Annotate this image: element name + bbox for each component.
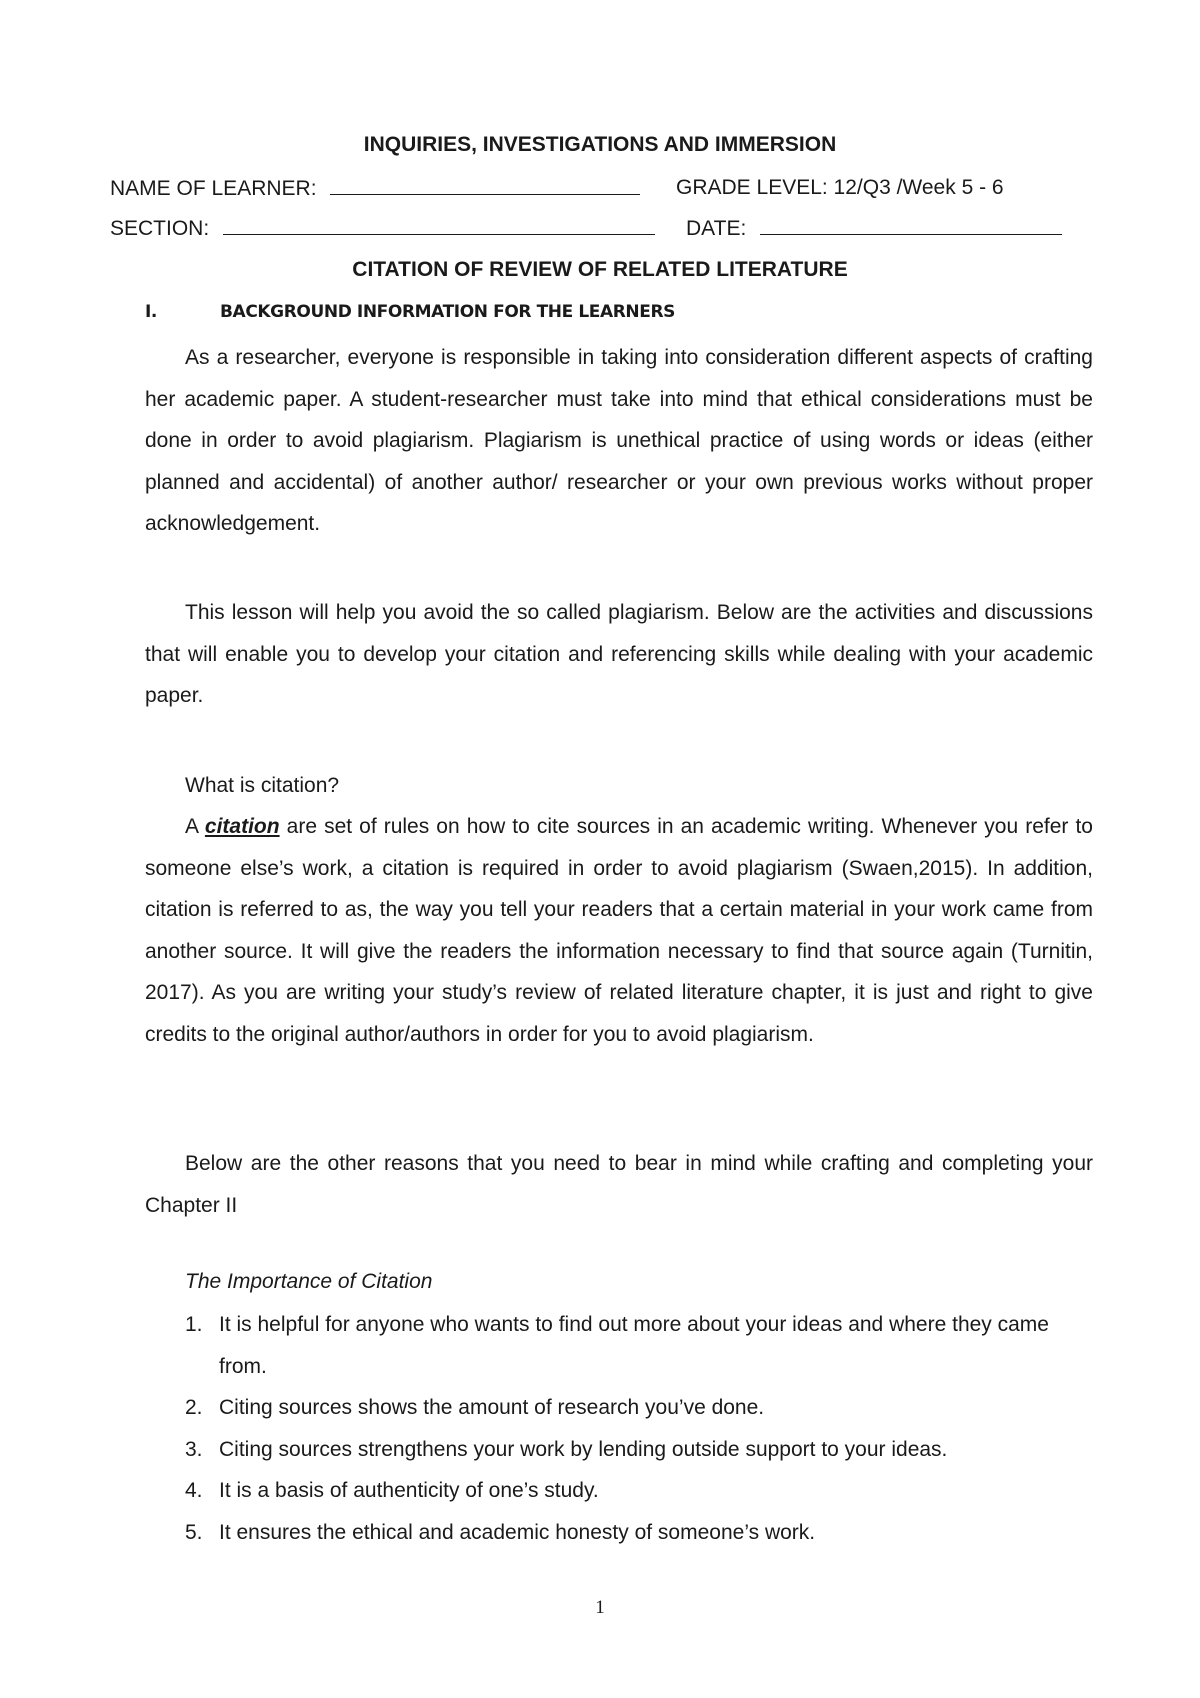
list-item-text: It is helpful for anyone who wants to find out more about your ideas and where they came from. [219,1313,1049,1378]
citation-term: citation [204,815,280,838]
importance-list [145,1304,1093,1553]
section-label: SECTION: [110,217,210,240]
paragraph-citation-article: A [185,815,198,838]
date-blank[interactable] [760,216,1062,235]
list-item [145,1512,1093,1554]
list-item [145,1470,1093,1512]
paragraph-citation-text: are set of rules on how to cite sources in an academic writing. Whenever you refer to someone else’s work, a citation is required in order to avoid plagiarism (Swaen,2015). In addition, citation is referred to as, the way you tell your readers that a certain material in your work came from another source. It will give the readers the information necessary to find that source again (Turnitin, 2017). As you are writing your study’s review of related literature chapter, it is just and right to give credits to the original author/authors in order for you to avoid plagiarism. [145,815,1093,1046]
name-of-learner-row [110,176,640,201]
paragraph-plagiarism [145,337,1093,545]
date-label: DATE: [686,217,747,240]
paragraph-reasons-text: Below are the other reasons that you need to bear in mind while crafting and completing your Chapter II [145,1152,1093,1217]
name-of-learner-label: NAME OF LEARNER: [110,177,317,200]
list-item-text: Citing sources shows the amount of research you’ve done. [219,1396,765,1419]
list-item-number: 4. [185,1479,203,1502]
list-item-number: 1. [185,1313,203,1336]
list-item-number: 5. [185,1520,203,1544]
date-row [686,216,1062,241]
paragraph-plagiarism-text: As a researcher, everyone is responsible in taking into consideration different aspects of crafting her academic paper. A student-researcher must take into mind that ethical considerations must be done in order to avoid plagiarism. Plagiarism is unethical practice of using words or ideas (either planned and accidental) of another author/ researcher or your own previous works without proper acknowledgement. [145,346,1093,535]
importance-heading: The Importance of Citation [185,1270,433,1293]
list-item-number: 3. [185,1437,203,1461]
list-item [145,1387,1093,1429]
section-number: I. [145,302,157,322]
section-blank[interactable] [223,216,655,235]
paragraph-reasons [145,1143,1093,1226]
list-item-number: 2. [185,1396,203,1419]
worksheet-title: INQUIRIES, INVESTIGATIONS AND IMMERSION [363,133,837,156]
page-number: 1 [595,1597,605,1618]
question-text: What is citation? [185,774,340,797]
list-item [145,1304,1093,1387]
list-item-text: It is a basis of authenticity of one’s study. [219,1479,599,1502]
paragraph-lesson-text: This lesson will help you avoid the so called plagiarism. Below are the activities and discussions that will enable you to develop your citation and referencing skills while dealing with your academic paper. [145,601,1093,707]
paragraph-citation [145,806,1093,1055]
grade-level-label: GRADE LEVEL: 12/Q3 /Week 5 - 6 [676,176,1004,199]
list-item-text: Citing sources strengthens your work by lending outside support to your ideas. [219,1437,948,1461]
list-item-text: It ensures the ethical and academic honesty of someone’s work. [219,1520,816,1544]
list-item [145,1429,1093,1471]
name-of-learner-blank[interactable] [330,176,640,195]
question-what-is-citation [145,765,1093,807]
section-row [110,216,655,241]
section-heading: BACKGROUND INFORMATION FOR THE LEARNERS [220,302,675,322]
paragraph-lesson [145,592,1093,717]
document-title: CITATION OF REVIEW OF RELATED LITERATURE [352,258,848,281]
